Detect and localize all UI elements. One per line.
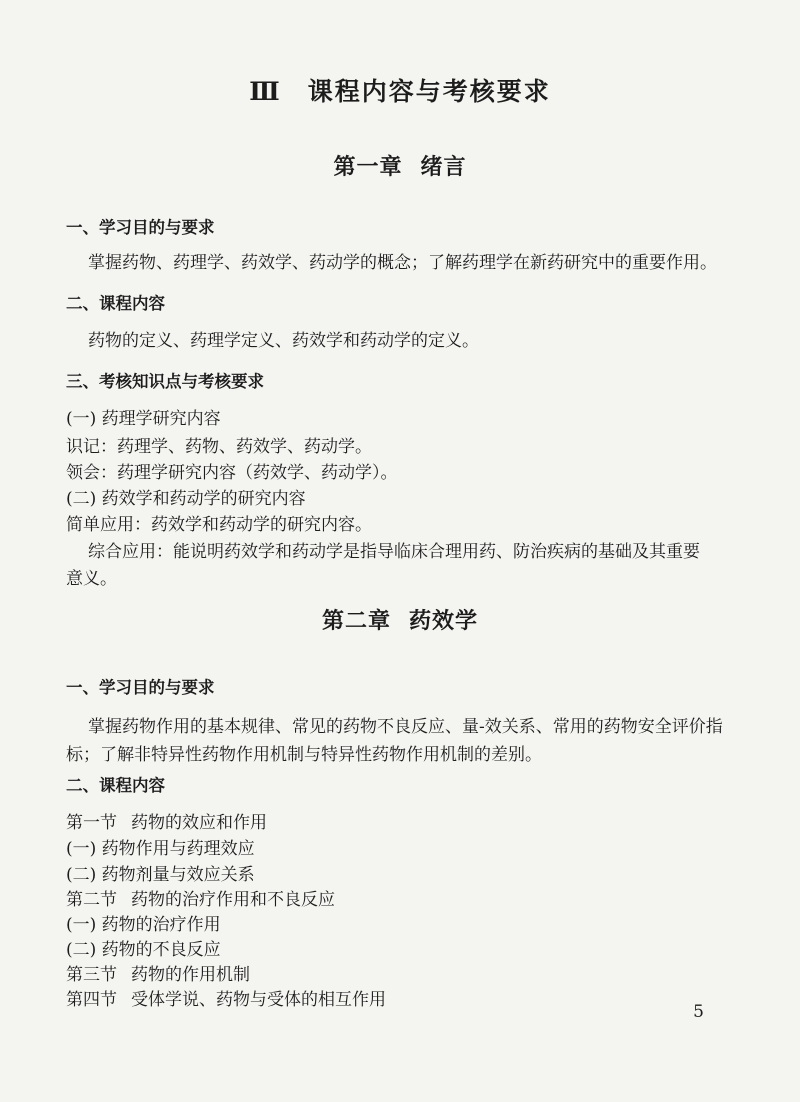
section-item: 第一节 药物的效应和作用	[66, 813, 267, 833]
chapter-2-goals-heading: 一、学习目的与要求	[66, 678, 215, 697]
section-item: 第二节 药物的治疗作用和不良反应	[66, 890, 335, 910]
exam-final-line-1: 综合应用：能说明药效学和药动学是指导临床合理用药、防治疾病的基础及其重要	[88, 542, 700, 562]
section-item: (二) 药物剂量与效应关系	[66, 865, 255, 885]
chapter-1-goals-text: 掌握药物、药理学、药效学、药动学的概念；了解药理学在新药研究中的重要作用。	[88, 253, 717, 273]
chapter-1-content-text: 药物的定义、药理学定义、药效学和药动学的定义。	[88, 331, 479, 351]
chapter-2-label: 第二章	[321, 608, 391, 634]
chapter-2-goals-line-2: 标；了解非特异性药物作用机制与特异性药物作用机制的差别。	[66, 745, 542, 765]
section-item: (一) 药物作用与药理效应	[66, 839, 255, 859]
exam-item: (一) 药理学研究内容	[66, 409, 221, 429]
chapter-2-content-heading: 二、课程内容	[66, 776, 165, 795]
exam-final-line-2: 意义。	[66, 569, 117, 589]
exam-item: 领会：药理学研究内容（药效学、药动学）。	[66, 463, 398, 483]
chapter-1-title: 绪言	[420, 154, 467, 180]
part-title	[0, 72, 800, 108]
section-item: 第三节 药物的作用机制	[66, 965, 250, 985]
exam-item: (二) 药效学和药动学的研究内容	[66, 489, 306, 509]
part-title-text: 课程内容与考核要求	[307, 77, 551, 106]
chapter-2-goals-line-1: 掌握药物作用的基本规律、常见的药物不良反应、量-效关系、常用的药物安全评价指	[88, 717, 723, 737]
exam-item: 简单应用：药效学和药动学的研究内容。	[66, 515, 372, 535]
exam-item: 识记：药理学、药物、药效学、药动学。	[66, 437, 372, 457]
section-item: (一) 药物的治疗作用	[66, 915, 221, 935]
chapter-1-goals-heading: 一、学习目的与要求	[66, 218, 215, 237]
chapter-1-heading	[0, 150, 800, 181]
chapter-1-exam-heading: 三、考核知识点与考核要求	[66, 372, 264, 391]
chapter-1-label: 第一章	[333, 154, 403, 180]
section-item: (二) 药物的不良反应	[66, 940, 221, 960]
page-number: 5	[693, 1002, 704, 1022]
part-numeral: Ⅲ	[249, 77, 282, 106]
chapter-1-content-heading: 二、课程内容	[66, 294, 165, 313]
section-item: 第四节 受体学说、药物与受体的相互作用	[66, 990, 386, 1010]
chapter-2-heading	[0, 604, 800, 635]
chapter-2-title: 药效学	[409, 608, 479, 634]
